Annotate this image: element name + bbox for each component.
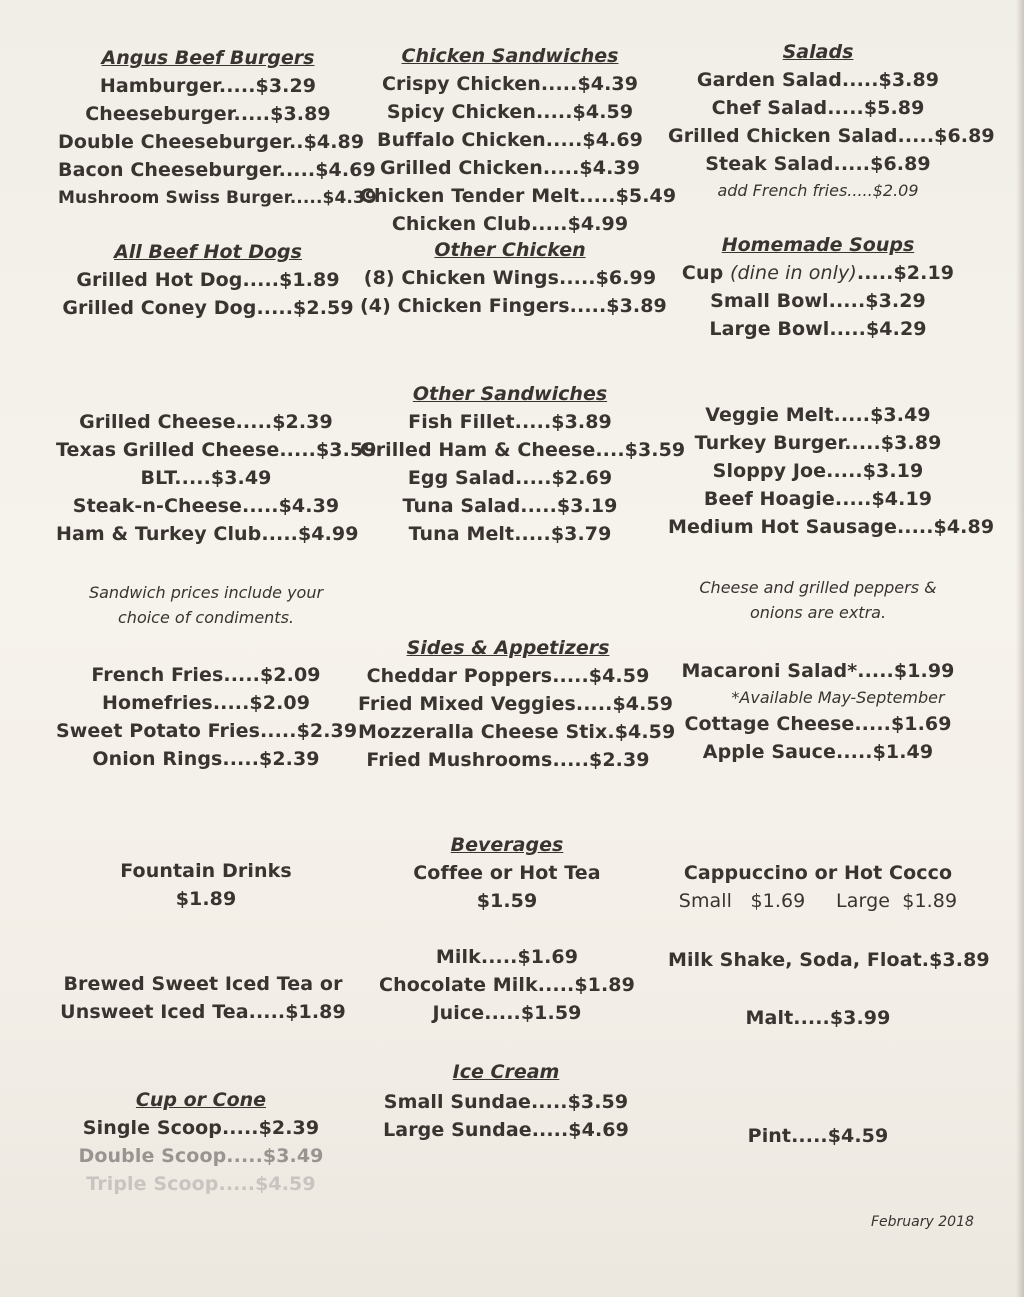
section-ice-cream xyxy=(356,1058,656,1144)
menu-item: Cheddar Poppers.....$4.59 xyxy=(366,665,650,687)
menu-item: Chicken Club.....$4.99 xyxy=(391,213,629,235)
menu-item: Large Sundae.....$4.69 xyxy=(383,1119,629,1141)
section-heading: All Beef Hot Dogs xyxy=(114,241,302,263)
macaroni-note: *Available May-September xyxy=(731,688,945,707)
section-heading: Angus Beef Burgers xyxy=(101,47,315,69)
menu-item: Unsweet Iced Tea.....$1.89 xyxy=(60,1001,346,1023)
menu-price: $1.89 xyxy=(175,888,237,910)
menu-item: Bacon Cheeseburger.....$4.69 xyxy=(58,159,376,181)
section-other-chicken xyxy=(360,236,667,320)
page-edge-shadow xyxy=(1016,0,1024,1297)
menu-item: Chicken Tender Melt.....$5.49 xyxy=(360,185,677,207)
menu-item-sizes: Small $1.69 Large $1.89 xyxy=(678,890,958,912)
section-milk xyxy=(357,943,657,1027)
menu-item: Cappuccino or Hot Cocco xyxy=(683,862,953,884)
footer-date: February 2018 xyxy=(871,1214,974,1230)
menu-item: Egg Salad.....$2.69 xyxy=(407,467,613,489)
menu-price: $1.59 xyxy=(476,890,538,912)
menu-item: Tuna Salad.....$3.19 xyxy=(402,495,618,517)
menu-item: Sweet Potato Fries.....$2.39 xyxy=(56,720,358,742)
section-chicken-sandwiches xyxy=(360,42,677,238)
menu-item: Ham & Turkey Club.....$4.99 xyxy=(56,523,359,545)
menu-item: Chocolate Milk.....$1.89 xyxy=(379,974,635,996)
menu-item: Triple Scoop.....$4.59 xyxy=(86,1173,316,1195)
cup-label: Cup xyxy=(681,262,730,284)
menu-item: Crispy Chicken.....$4.39 xyxy=(381,73,639,95)
menu-item: Turkey Burger.....$3.89 xyxy=(694,432,942,454)
section-cup-cone xyxy=(51,1086,351,1198)
menu-item: Milk.....$1.69 xyxy=(435,946,579,968)
menu-item: Cottage Cheese.....$1.69 xyxy=(684,713,952,735)
menu-item: Buffalo Chicken.....$4.69 xyxy=(376,129,643,151)
menu-item-cup xyxy=(668,259,968,287)
section-heading: Beverages xyxy=(450,834,564,856)
menu-item: Grilled Chicken.....$4.39 xyxy=(379,157,641,179)
note-line: Cheese and grilled peppers & xyxy=(699,578,937,597)
section-angus-burgers xyxy=(58,44,377,212)
section-heading: Other Sandwiches xyxy=(412,383,608,405)
menu-item: Malt.....$3.99 xyxy=(745,1007,891,1029)
menu-item: French Fries.....$2.09 xyxy=(91,664,321,686)
cup-note: (dine in only) xyxy=(730,262,857,284)
iced-tea xyxy=(53,970,353,1026)
menu-item: Cheeseburger.....$3.89 xyxy=(85,103,331,125)
menu-item: (8) Chicken Wings.....$6.99 xyxy=(363,267,657,289)
note-line: Sandwich prices include your xyxy=(88,583,324,602)
section-beverages xyxy=(357,831,657,915)
menu-item: (4) Chicken Fingers.....$3.89 xyxy=(360,295,667,317)
cappuccino-block xyxy=(668,859,968,915)
menu-item: Beef Hoagie.....$4.19 xyxy=(703,488,933,510)
menu-item: Grilled Hot Dog.....$1.89 xyxy=(76,269,340,291)
section-heading: Homemade Soups xyxy=(721,234,915,256)
menu-item: Grilled Chicken Salad.....$6.89 xyxy=(668,125,995,147)
section-hot-dogs xyxy=(58,238,358,322)
menu-item: Grilled Cheese.....$2.39 xyxy=(79,411,333,433)
section-heading: Sides & Appetizers xyxy=(406,637,610,659)
menu-item: Large Bowl.....$4.29 xyxy=(709,318,927,340)
menu-item: Apple Sauce.....$1.49 xyxy=(702,741,934,763)
menu-item: Steak-n-Cheese.....$4.39 xyxy=(72,495,340,517)
section-sides-3 xyxy=(668,657,968,766)
menu-item: Macaroni Salad*.....$1.99 xyxy=(681,660,955,682)
menu-item: Medium Hot Sausage.....$4.89 xyxy=(668,516,995,538)
section-sandwiches-3 xyxy=(668,401,995,541)
section-sides-1 xyxy=(56,661,356,773)
sandwich-note xyxy=(56,580,356,630)
cup-price: .....$2.19 xyxy=(856,262,955,284)
menu-item: Sloppy Joe.....$3.19 xyxy=(712,460,924,482)
menu-item: Fountain Drinks xyxy=(120,860,292,882)
section-heading: Ice Cream xyxy=(452,1061,560,1083)
extras-note xyxy=(668,575,968,625)
menu-item: BLT.....$3.49 xyxy=(140,467,272,489)
note-line: onions are extra. xyxy=(749,603,887,622)
note-line: choice of condiments. xyxy=(118,608,294,627)
menu-item: Small Sundae.....$3.59 xyxy=(383,1091,629,1113)
menu-item: Double Scoop.....$3.49 xyxy=(78,1145,324,1167)
menu-item: Grilled Coney Dog.....$2.59 xyxy=(62,297,354,319)
section-salads xyxy=(668,38,995,203)
menu-item: Coffee or Hot Tea xyxy=(413,862,601,884)
menu-item: Grilled Ham & Cheese....$3.59 xyxy=(360,439,686,461)
menu-item: Hamburger.....$3.29 xyxy=(99,75,317,97)
menu-item: Onion Rings.....$2.39 xyxy=(92,748,320,770)
malt xyxy=(668,1004,968,1032)
section-sides-appetizers xyxy=(358,634,676,774)
menu-item: Steak Salad.....$6.89 xyxy=(705,153,931,175)
menu-item: Veggie Melt.....$3.49 xyxy=(705,404,931,426)
menu-item: Double Cheeseburger..$4.89 xyxy=(58,131,365,153)
menu-item: Juice.....$1.59 xyxy=(432,1002,582,1024)
section-other-sandwiches xyxy=(360,380,686,548)
menu-item: Small Bowl.....$3.29 xyxy=(710,290,926,312)
menu-item: Pint.....$4.59 xyxy=(747,1125,889,1147)
menu-item: Texas Grilled Cheese.....$3.59 xyxy=(56,439,377,461)
section-heading: Cup or Cone xyxy=(135,1089,267,1111)
menu-item: Spicy Chicken.....$4.59 xyxy=(386,101,634,123)
menu-item: Mozzeralla Cheese Stix.$4.59 xyxy=(358,721,676,743)
section-heading: Chicken Sandwiches xyxy=(401,45,619,67)
menu-item: Garden Salad.....$3.89 xyxy=(696,69,940,91)
section-sandwiches-1 xyxy=(56,408,377,548)
section-homemade-soups xyxy=(668,231,968,343)
section-heading: Other Chicken xyxy=(434,239,586,261)
menu-item: Chef Salad.....$5.89 xyxy=(711,97,925,119)
menu-item: Single Scoop.....$2.39 xyxy=(82,1117,320,1139)
pint xyxy=(668,1122,968,1150)
menu-item: Mushroom Swiss Burger.....$4.39 xyxy=(58,188,377,208)
menu-item: Brewed Sweet Iced Tea or xyxy=(63,973,343,995)
menu-item: Homefries.....$2.09 xyxy=(101,692,311,714)
menu-item: Milk Shake, Soda, Float.$3.89 xyxy=(668,949,990,971)
fountain-drinks xyxy=(56,857,356,913)
menu-item: Fish Fillet.....$3.89 xyxy=(408,411,612,433)
section-heading: Salads xyxy=(782,41,854,63)
milk-shake xyxy=(668,946,990,974)
menu-item: Tuna Melt.....$3.79 xyxy=(408,523,612,545)
menu-item: Fried Mushrooms.....$2.39 xyxy=(366,749,650,771)
menu-item: Fried Mixed Veggies.....$4.59 xyxy=(358,693,674,715)
salad-note: add French fries.....$2.09 xyxy=(717,181,919,200)
